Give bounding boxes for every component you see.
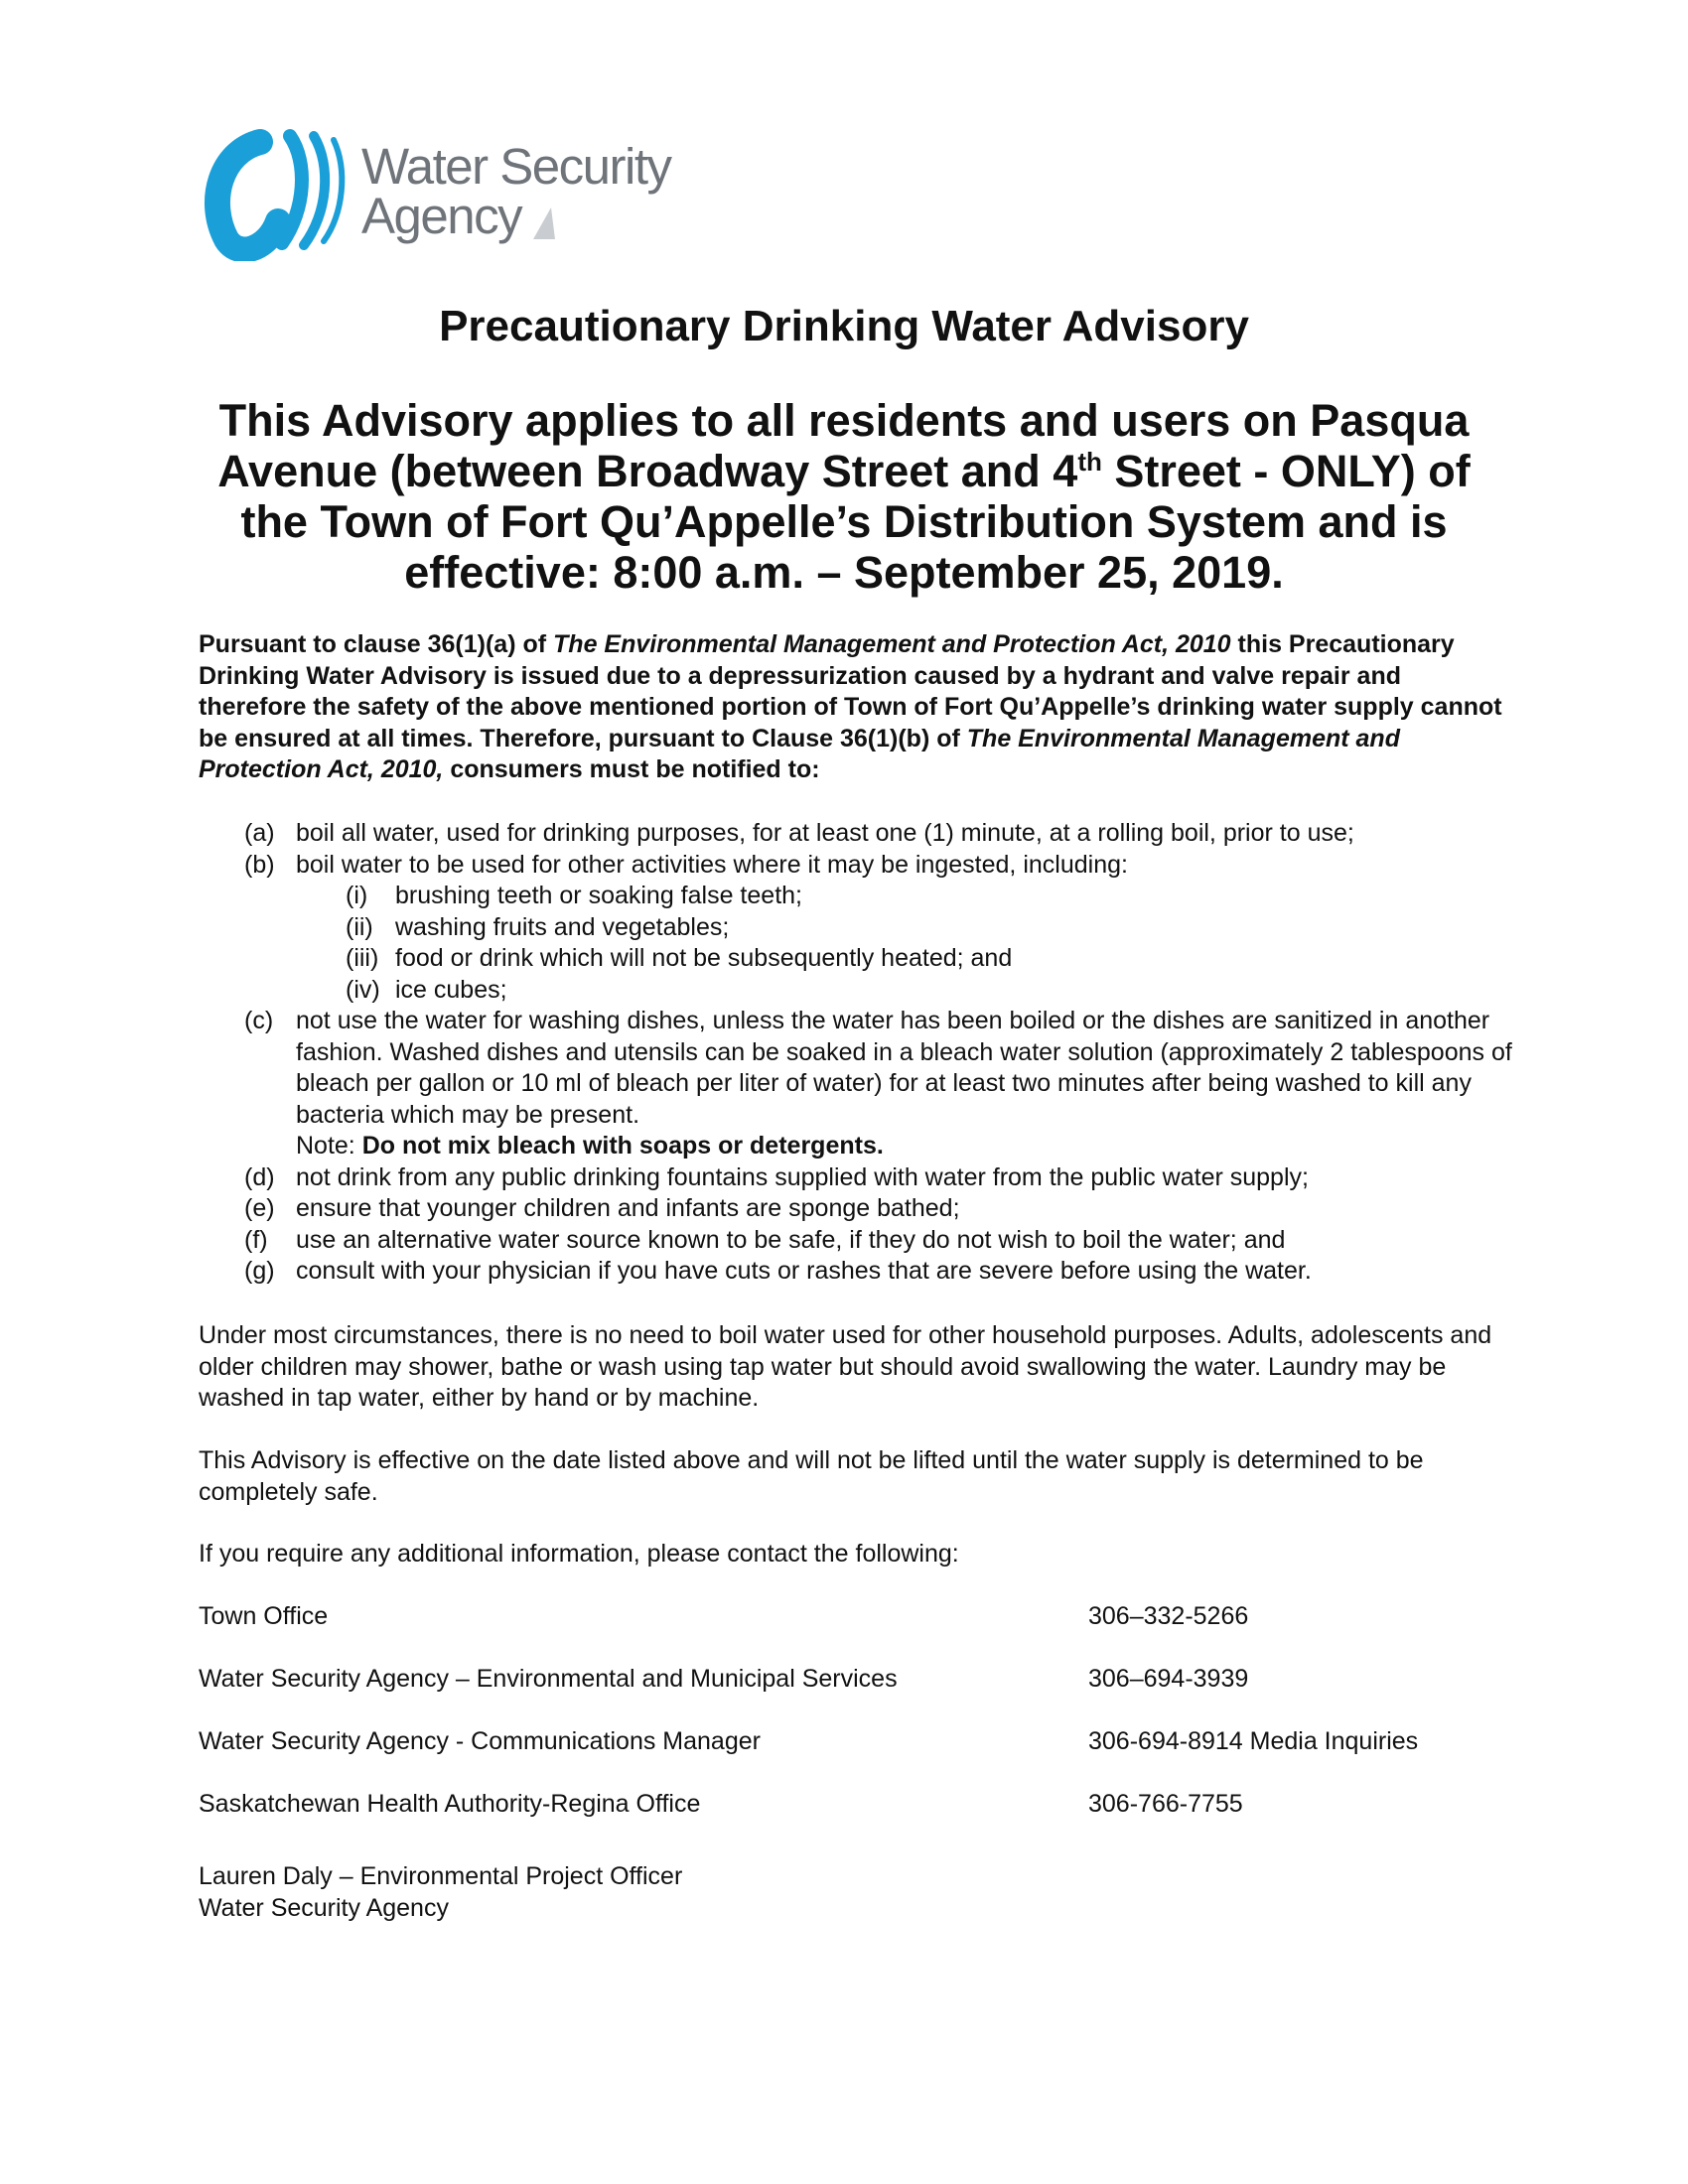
household-paragraph: Under most circumstances, there is no need to boil water used for other household purposes. Adults, adolescents and older children may shower, bathe or wash using tap water but should avoid swallowing the water. Laundry may be washed in tap water, either by hand or by machine. [199, 1321, 1492, 1412]
headline-superscript: th [1077, 447, 1102, 477]
list-item: (g) consult with your physician if you have cuts or rashes that are severe before using the water. [244, 1257, 1312, 1285]
contact-row [199, 1664, 1509, 1696]
sail-mark-icon [529, 202, 559, 241]
bleach-note-label: Note: [296, 1132, 362, 1160]
contact-name: Saskatchewan Health Authority-Regina Office [199, 1790, 701, 1818]
agency-logo [199, 117, 685, 266]
list-item: (e) ensure that younger children and infants are sponge bathed; [244, 1194, 960, 1222]
contact-row [199, 1726, 1509, 1758]
contact-phone: 306–694-3939 [1088, 1665, 1249, 1693]
list-item: (a) boil all water, used for drinking purposes, for at least one (1) minute, at a rolling boil, prior to use; [244, 819, 1354, 847]
logo-wordmark [361, 138, 671, 244]
water-drops-logo-icon [199, 122, 348, 261]
advisory-headline: This Advisory applies to all residents and users on Pasqua Avenue (between Broadway Street and 4th Street - ONLY) of the Town of Fort Qu’Appelle’s Distribution System and is effective: 8:00 a.m. – September 25, 2019. [217, 395, 1471, 598]
sub-list-item: (i) brushing teeth or soaking false teeth; [346, 882, 802, 909]
list-item: (d) not drink from any public drinking fountains supplied with water from the public water supply; [244, 1162, 1309, 1191]
signoff [199, 1861, 682, 1924]
contact-phone: 306-766-7755 [1088, 1790, 1243, 1818]
list-item: (b) boil water to be used for other activities where it may be ingested, including: [244, 850, 1128, 879]
authority-paragraph: Pursuant to clause 36(1)(a) of The Environmental Management and Protection Act, 2010 this Precautionary Drinking Water Advisory is issued due to a depressurization caused by a hydrant and valve repair and therefore the safety of the above mentioned portion of Town of Fort Qu’Appelle’s drinking water supply cannot be ensured at all times. Therefore, pursuant to Clause 36(1)(b) of The Environmental Management and Protection Act, 2010, consumers must be notified to: [199, 630, 1502, 783]
page-title: Precautionary Drinking Water Advisory [439, 302, 1249, 350]
logo-line-1: Water Security [361, 138, 671, 195]
contact-name: Town Office [199, 1602, 329, 1630]
contact-row [199, 1601, 1509, 1633]
act-title-2: The Environmental Management and Protection Act, 2010, [199, 724, 1400, 783]
contact-phone: 306-694-8914 Media Inquiries [1088, 1727, 1419, 1755]
contact-row [199, 1789, 1509, 1821]
signoff-agency: Water Security Agency [199, 1893, 449, 1922]
effective-paragraph: This Advisory is effective on the date listed above and will not be lifted until the water supply is determined to be completely safe. [199, 1446, 1424, 1506]
logo-line-2: Agency [361, 192, 671, 241]
contact-phone: 306–332-5266 [1088, 1602, 1249, 1630]
sub-list-item: (iii) food or drink which will not be subsequently heated; and [346, 944, 1013, 972]
bleach-note-warning: Do not mix bleach with soaps or detergents. [361, 1132, 884, 1160]
contact-intro: If you require any additional information, please contact the following: [199, 1540, 959, 1568]
contact-name: Water Security Agency - Communications Manager [199, 1727, 761, 1755]
list-item: (f) use an alternative water source known to be safe, if they do not wish to boil the water; and [244, 1225, 1286, 1254]
signoff-name: Lauren Daly – Environmental Project Officer [199, 1862, 683, 1890]
list-item: (c) not use the water for washing dishes, unless the water has been boiled or the dishes are sanitized in another fashion. Washed dishes and utensils can be soaked in a bleach water solution (approximately 2 tablespoons of bleach per gallon or 10 ml of bleach per liter of water) for at least two minutes after being washed to kill any bacteria which may be present. Note: Do not mix bleach with soaps or detergents. [244, 1007, 1512, 1160]
act-title-1: The Environmental Management and Protection Act, 2010 [553, 630, 1231, 658]
sub-list-item: (ii) washing fruits and vegetables; [346, 912, 730, 941]
contact-name: Water Security Agency – Environmental and Municipal Services [199, 1665, 898, 1693]
sub-list-item: (iv) ice cubes; [346, 975, 507, 1004]
requirements-list [244, 818, 1525, 1288]
